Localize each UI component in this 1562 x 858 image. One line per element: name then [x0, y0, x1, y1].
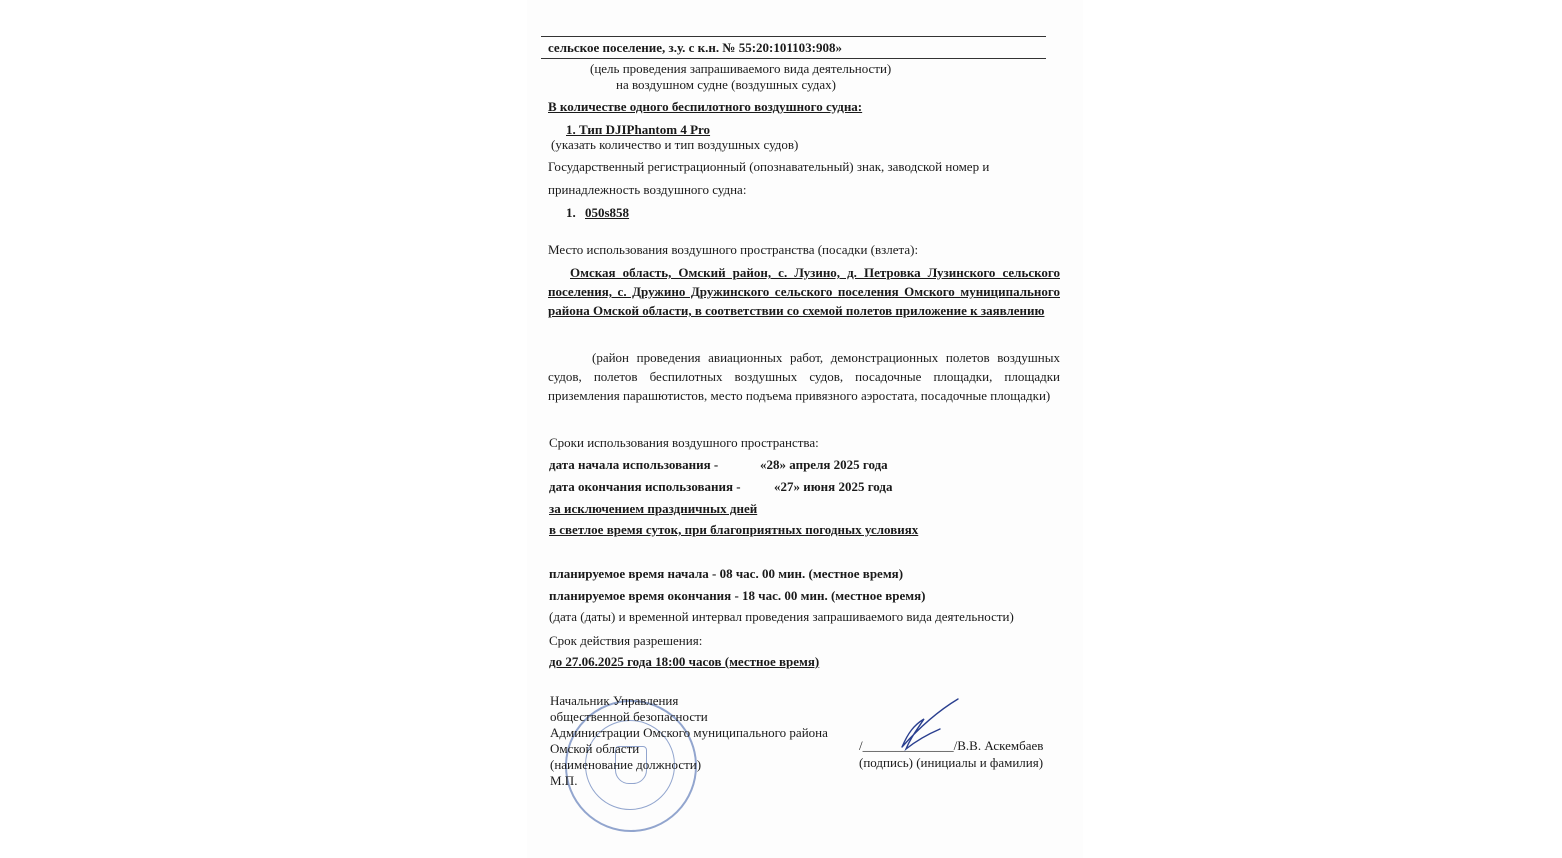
registration-number: 050s858: [585, 205, 630, 220]
purpose-caption-1: (цель проведения запрашиваемого вида деятельности): [590, 61, 892, 76]
daylight-note: в светлое время суток, при благоприятных погодных условиях: [549, 522, 919, 537]
location-label: Место использования воздушного пространства (посадки (взлета):: [548, 242, 919, 257]
signature-caption: (подпись) (инициалы и фамилия): [859, 755, 1044, 770]
position-line-3: Администрации Омского муниципального района: [550, 725, 828, 740]
start-date-label: дата начала использования -: [549, 457, 719, 472]
top-rule: [541, 36, 1046, 37]
registration-number-index: 1.: [566, 205, 576, 220]
end-date-label: дата окончания использования -: [549, 479, 741, 494]
location-value: Омская область, Омский район, с. Лузино, д. Петровка Лузинского сельского поселения, с. Дружино Дружинского сельского поселения Омского муниципального района Омской области, в соответствии со схемой полетов приложение к заявлению: [548, 265, 1060, 318]
purpose-caption-2: на воздушном судне (воздушных судах): [616, 77, 836, 92]
position-line-1: Начальник Управления: [550, 693, 679, 708]
position-line-4: Омской области: [550, 741, 640, 756]
position-caption: (наименование должности): [550, 757, 702, 772]
position-line-2: общественной безопасности: [550, 709, 708, 724]
location-caption: (район проведения авиационных работ, демонстрационных полетов воздушных судов, полетов беспилотных воздушных судов, посадочные площадки, площадки приземления парашютистов, место подъема привязного аэростата, посадочные площадки): [548, 350, 1060, 403]
signature-line: /______________/В.В. Аскембаев: [859, 738, 1044, 753]
registration-label-2: принадлежность воздушного судна:: [548, 182, 747, 197]
seal-mark: М.П.: [550, 773, 578, 788]
validity-label: Срок действия разрешения:: [549, 633, 703, 648]
header-line: сельское поселение, з.у. с к.н. № 55:20:101103:908»: [548, 40, 842, 55]
validity-value: до 27.06.2025 года 18:00 часов (местное время): [549, 654, 820, 669]
aircraft-count-heading: В количестве одного беспилотного воздушного судна:: [548, 99, 863, 114]
schedule-label: Сроки использования воздушного пространства:: [549, 435, 819, 450]
holidays-note: за исключением праздничных дней: [549, 501, 758, 516]
start-date-value: «28» апреля 2025 года: [760, 457, 888, 472]
registration-label-1: Государственный регистрационный (опознавательный) знак, заводской номер и: [548, 159, 990, 174]
aircraft-type-caption: (указать количество и тип воздушных судов): [551, 137, 799, 152]
planned-end-time: планируемое время окончания - 18 час. 00 мин. (местное время): [549, 588, 926, 603]
planned-start-time: планируемое время начала - 08 час. 00 мин. (местное время): [549, 566, 904, 581]
interval-caption: (дата (даты) и временной интервал проведения запрашиваемого вида деятельности): [549, 609, 1014, 624]
aircraft-type-item: 1. Тип DJIPhantom 4 Pro: [566, 122, 711, 137]
end-date-value: «27» июня 2025 года: [774, 479, 893, 494]
header-underline: [541, 58, 1046, 59]
